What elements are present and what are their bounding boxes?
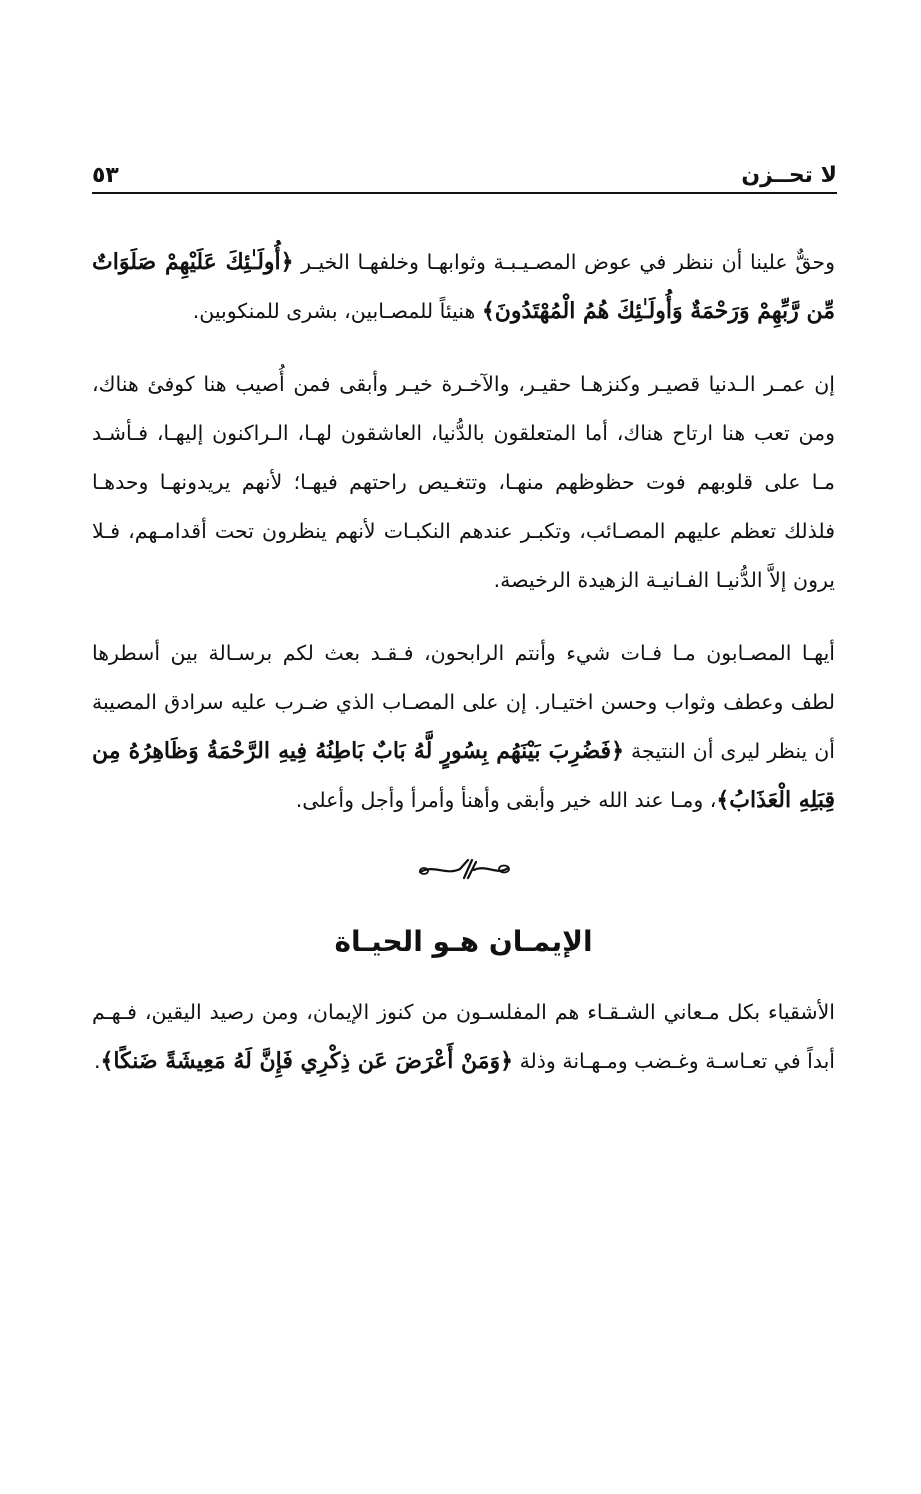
page-content — [92, 238, 835, 1110]
section-paragraph-1 — [92, 988, 835, 1086]
ornament-divider-icon — [92, 849, 835, 889]
page-header — [92, 150, 837, 194]
quran-verse: ﴿فَضُرِبَ بَيْنَهُم بِسُورٍ لَّهُ بَابٌ بَاطِنُهُ فِيهِ الرَّحْمَةُ وَظَاهِرُهُ مِن قِبَلِهِ الْعَذَابُ﴾ — [92, 738, 835, 813]
paragraph-text: . — [93, 1049, 101, 1073]
quran-verse: ﴿وَمَنْ أَعْرَضَ عَن ذِكْرِي فَإِنَّ لَهُ مَعِيشَةً ضَنكًا﴾ — [100, 1048, 514, 1074]
paragraph-text: إن عمـر الـدنيا قصيـر وكنزهـا حقيـر، والآخـرة خيـر وأبقى فمن أُصيب هنا كوفئ هناك، ومن تعب هنا ارتاح هناك، أما المتعلقون بالدُّنيا، العاشقون لهـا، الـراكنون إليهـا، فـأشـد مـا على قلوبهم فوت حظوظهم منهـا، وتتغـيص راحتهم فيهـا؛ لأنهم يريدونهـا وحدهـا فلذلك تعظم عليهم المصـائب، وتكبـر عندهم النكبـات لأنهم ينظرون تحت أقدامـهم، فـلا يرون إلاَّ الدُّنيـا الفـانيـة الزهيدة الرخيصة. — [92, 372, 835, 592]
quran-verse: ﴿أُولَـٰئِكَ عَلَيْهِمْ صَلَوَاتٌ مِّن رَّبِّهِمْ وَرَحْمَةٌ وَأُولَـٰئِكَ هُمُ الْمُهْتَدُونَ﴾ — [92, 249, 835, 324]
paragraph-text: الأشقياء بكل مـعاني الشـقـاء هم المفلسـون من كنوز الإيمان، ومن رصيد اليقين، فـهـم أبداً في تعـاسـة وغـضب ومـهـانة وذلة — [92, 1000, 835, 1073]
paragraph-2 — [92, 360, 835, 605]
section-title: الإيمـان هـو الحيـاة — [334, 925, 593, 958]
paragraph-text: أيهـا المصـابون مـا فـات شيء وأنتم الرابحون، فـقـد بعث لكم برسـالة بين أسطرها لطف وعطف وثواب وحسن اختيـار. إن على المصـاب الذي ضـرب عليه سرادق المصيبة أن ينظر ليرى أن النتيجة — [92, 641, 835, 763]
running-title: لا تحــزن — [741, 163, 837, 188]
paragraph-1 — [92, 238, 835, 336]
paragraph-3 — [92, 629, 835, 825]
paragraph-text: وحقٌّ علينا أن ننظر في عوض المصـيـبـة وثوابهـا وخلفهـا الخيـر — [293, 250, 835, 274]
paragraph-text: ، ومـا عند الله خير وأبقى وأهنأ وأمرأ وأجل وأعلى. — [295, 788, 717, 812]
page-number: ٥٣ — [92, 163, 119, 188]
paragraph-text: هنيئاً للمصـابين، بشرى للمنكوبين. — [192, 299, 482, 323]
